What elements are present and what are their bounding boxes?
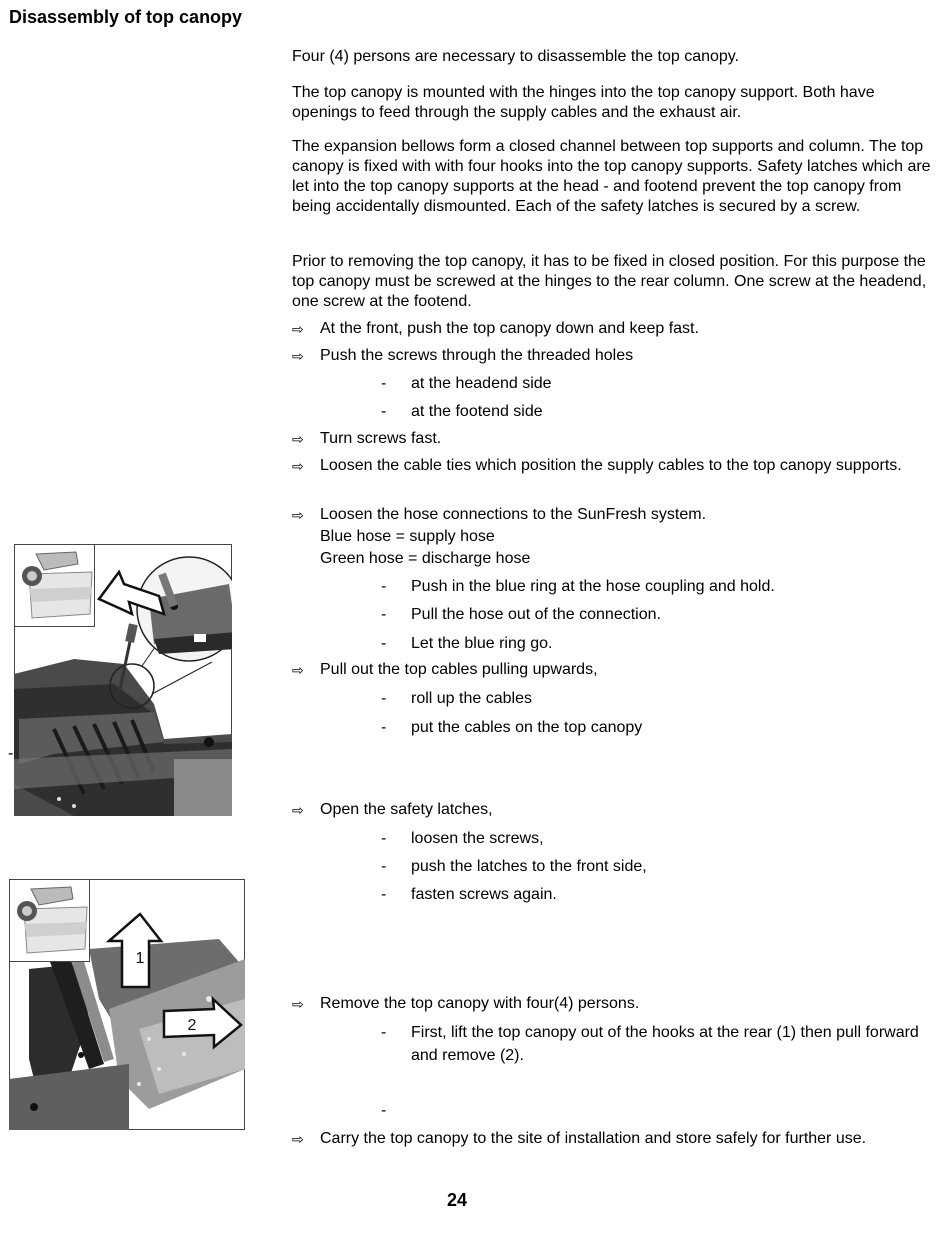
step-carry-canopy bbox=[292, 1128, 932, 1150]
paragraph-hinges: The top canopy is mounted with the hinges into the top canopy support. Both have openings to feed through the supply cables and the exhaust air. bbox=[292, 84, 875, 121]
substep: - at the headend side bbox=[381, 375, 552, 392]
step-turn-screws bbox=[292, 428, 932, 450]
substep: - roll up the cables bbox=[381, 690, 532, 707]
step-cable-ties bbox=[292, 455, 932, 477]
paragraph-persons: Four (4) persons are necessary to disassemble the top canopy. bbox=[292, 48, 740, 65]
step-text: Loosen the hose connections to the SunFresh system. bbox=[320, 506, 707, 523]
substep: - fasten screws again. bbox=[381, 886, 557, 903]
step-text: Push the screws through the threaded holes bbox=[320, 347, 634, 364]
step-text: Carry the top canopy to the site of installation and store safely for further use. bbox=[320, 1130, 867, 1147]
page-number: 24 bbox=[447, 1190, 468, 1210]
step-hose-connections bbox=[292, 504, 932, 570]
step-text: Open the safety latches, bbox=[320, 801, 493, 818]
step-text: Loosen the cable ties which position the supply cables to the top canopy supports. bbox=[320, 457, 902, 474]
substep: - at the footend side bbox=[381, 403, 543, 420]
arrow-bullet-icon: ⇨ bbox=[292, 431, 304, 447]
arrow-bullet-icon: ⇨ bbox=[292, 802, 304, 818]
page-title: Disassembly of top canopy bbox=[9, 7, 243, 27]
substep: - loosen the screws, bbox=[381, 830, 544, 847]
arrow-bullet-icon: ⇨ bbox=[292, 1131, 304, 1147]
step-pull-cables bbox=[292, 659, 932, 681]
substep: - Pull the hose out of the connection. bbox=[381, 606, 661, 623]
arrow-bullet-icon: ⇨ bbox=[292, 458, 304, 474]
step-remove-canopy bbox=[292, 993, 932, 1015]
figure-lift-canopy bbox=[9, 879, 245, 1130]
step-text: Turn screws fast. bbox=[320, 430, 442, 447]
substep: - First, lift the top canopy out of the hooks at the rear (1) then pull forward and remove (2). bbox=[381, 1024, 919, 1064]
step-push-canopy bbox=[292, 318, 932, 340]
step-safety-latches bbox=[292, 799, 932, 821]
step-text: At the front, push the top canopy down and keep fast. bbox=[320, 320, 699, 337]
step-text: Remove the top canopy with four(4) persons. bbox=[320, 995, 640, 1012]
substep: - push the latches to the front side, bbox=[381, 858, 647, 875]
step-text: Pull out the top cables pulling upwards, bbox=[320, 661, 598, 678]
figure-safety-latch bbox=[14, 544, 232, 816]
arrow-bullet-icon: ⇨ bbox=[292, 321, 304, 337]
paragraph-bellows: The expansion bellows form a closed channel between top supports and column. The top canopy is fixed with with four hooks into the top canopy supports. Safety latches which are let into the top canopy supports at the head - and footend prevent the top canopy from being accidentally dismounted. Each of the safety latches is secured by a screw. bbox=[292, 138, 931, 215]
stray-dash: - bbox=[8, 745, 14, 762]
substep: - Push in the blue ring at the hose coupling and hold. bbox=[381, 578, 775, 595]
substep: - Let the blue ring go. bbox=[381, 635, 553, 652]
figure-label-2: 2 bbox=[187, 1017, 197, 1034]
step-push-screws bbox=[292, 345, 932, 367]
arrow-bullet-icon: ⇨ bbox=[292, 507, 304, 523]
arrow-bullet-icon: ⇨ bbox=[292, 996, 304, 1012]
arrow-bullet-icon: ⇨ bbox=[292, 662, 304, 678]
stray-dash: - bbox=[381, 1102, 387, 1119]
paragraph-prior: Prior to removing the top canopy, it has to be fixed in closed position. For this purpose the top canopy must be screwed at the hinges to the rear column. One screw at the headend, one screw at the footend. bbox=[292, 253, 927, 310]
arrow-bullet-icon: ⇨ bbox=[292, 348, 304, 364]
step-text: Green hose = discharge hose bbox=[320, 550, 531, 567]
substep: - put the cables on the top canopy bbox=[381, 719, 643, 736]
step-text: Blue hose = supply hose bbox=[320, 528, 495, 545]
figure-label-1: 1 bbox=[135, 950, 145, 967]
